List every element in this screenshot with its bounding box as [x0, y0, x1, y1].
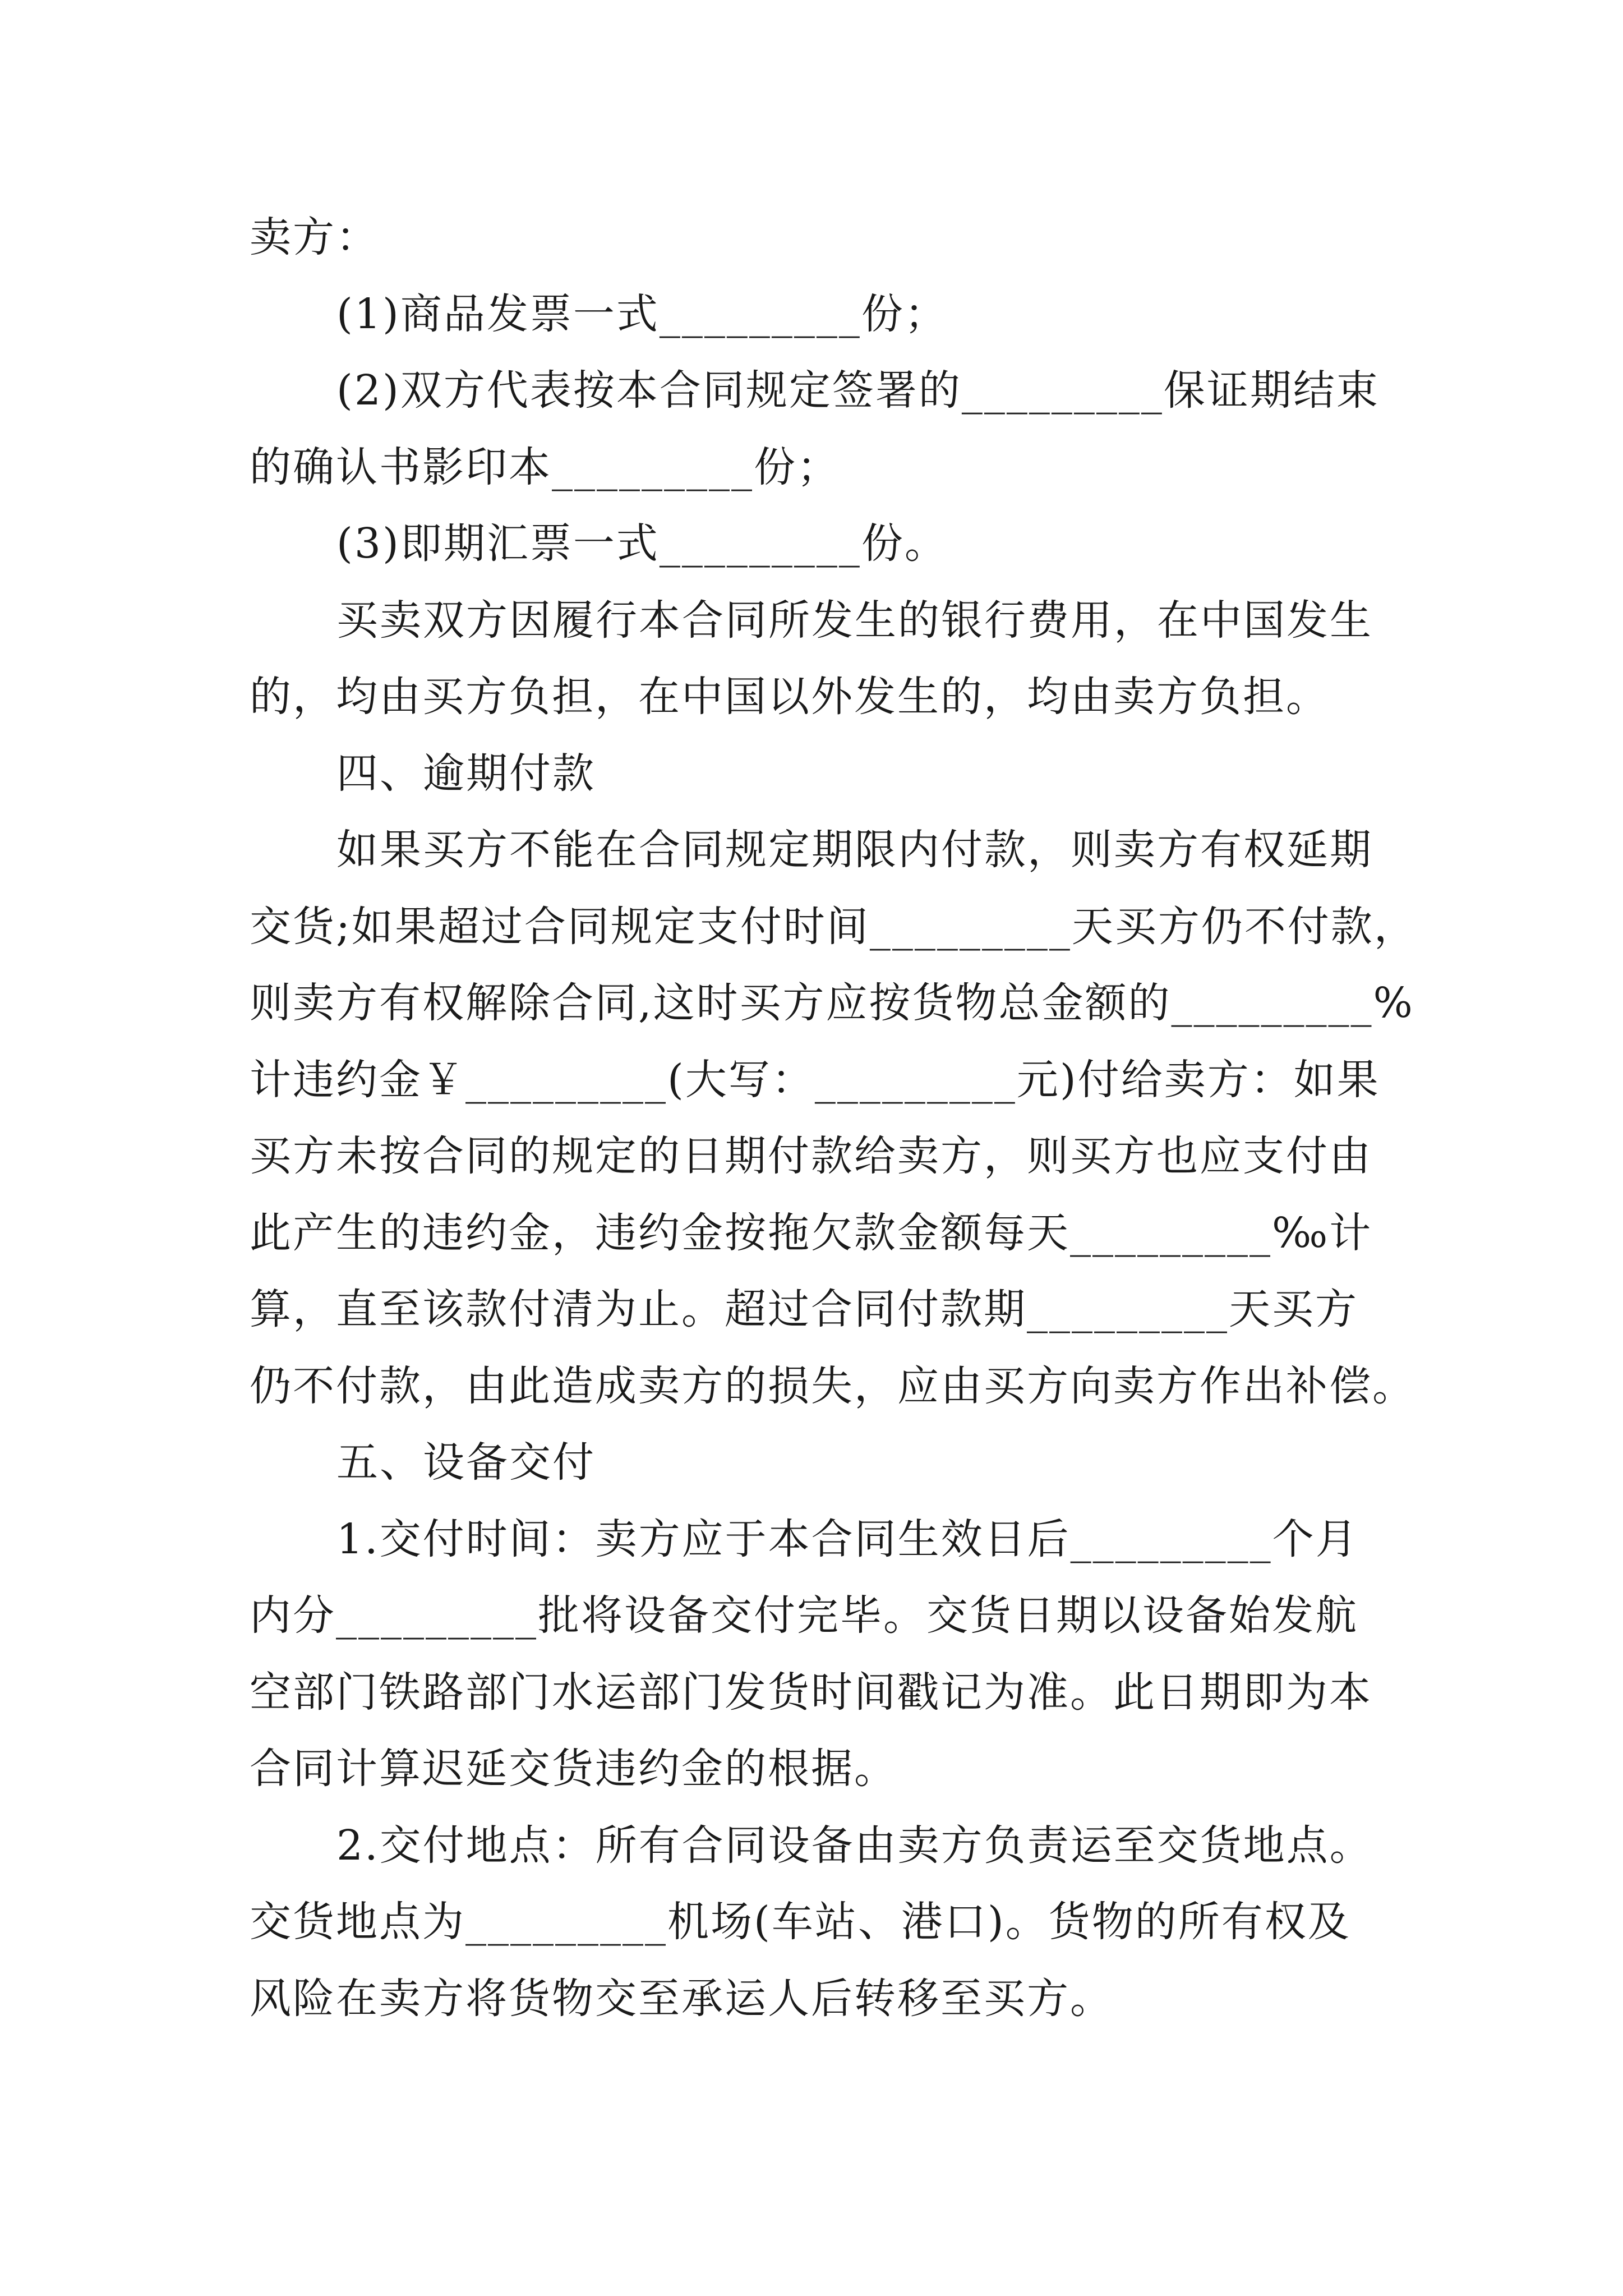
text-line: (1)商品发票一式_________份；	[336, 289, 948, 338]
text-line: (2)双方代表按本合同规定签署的_________保证期结束	[336, 366, 1380, 415]
text-line: 卖方：	[250, 213, 379, 261]
section-heading: 五、设备交付	[336, 1438, 596, 1487]
section-heading: 四、逾期付款	[336, 749, 596, 798]
text-line: 的，均由买方负担，在中国以外发生的，均由卖方负担。	[250, 673, 1329, 721]
text-line: 空部门铁路部门水运部门发货时间戳记为准。此日期即为本	[250, 1668, 1372, 1717]
text-line: 2.交付地点：所有合同设备由卖方负责运至交货地点。	[336, 1821, 1373, 1870]
text-line: 算，直至该款付清为止。超过合同付款期_________天买方	[250, 1285, 1358, 1333]
text-line: 如果买方不能在合同规定期限内付款，则卖方有权延期	[336, 826, 1373, 874]
text-line: (3)即期汇票一式_________份。	[336, 519, 948, 568]
text-line: 则卖方有权解除合同,这时买方应按货物总金额的_________%	[250, 979, 1414, 1027]
text-line: 买卖双方因履行本合同所发生的银行费用，在中国发生	[336, 596, 1373, 645]
text-line: 计违约金￥_________(大写：_________元)付给卖方：如果	[250, 1055, 1380, 1104]
text-line: 买方未按合同的规定的日期付款给卖方，则买方也应支付由	[250, 1132, 1372, 1180]
text-line: 合同计算迟延交货违约金的根据。	[250, 1745, 897, 1793]
document-body	[250, 199, 1417, 2037]
text-line: 交货地点为_________机场(车站、港口)。货物的所有权及	[250, 1898, 1351, 1946]
text-line: 仍不付款，由此造成卖方的损失，应由买方向卖方作出补偿。	[250, 1361, 1415, 1410]
text-line: 此产生的违约金，违约金按拖欠款金额每天_________‰计	[250, 1208, 1373, 1257]
text-line: 内分_________批将设备交付完毕。交货日期以设备始发航	[250, 1591, 1358, 1640]
text-line: 1.交付时间：卖方应于本合同生效日后_________个月	[336, 1515, 1359, 1563]
text-line: 交货;如果超过合同规定支付时间_________天买方仍不付款，	[250, 902, 1417, 951]
text-line: 风险在卖方将货物交至承运人后转移至买方。	[250, 1974, 1113, 2023]
text-line: 的确认书影印本_________份；	[250, 443, 840, 491]
